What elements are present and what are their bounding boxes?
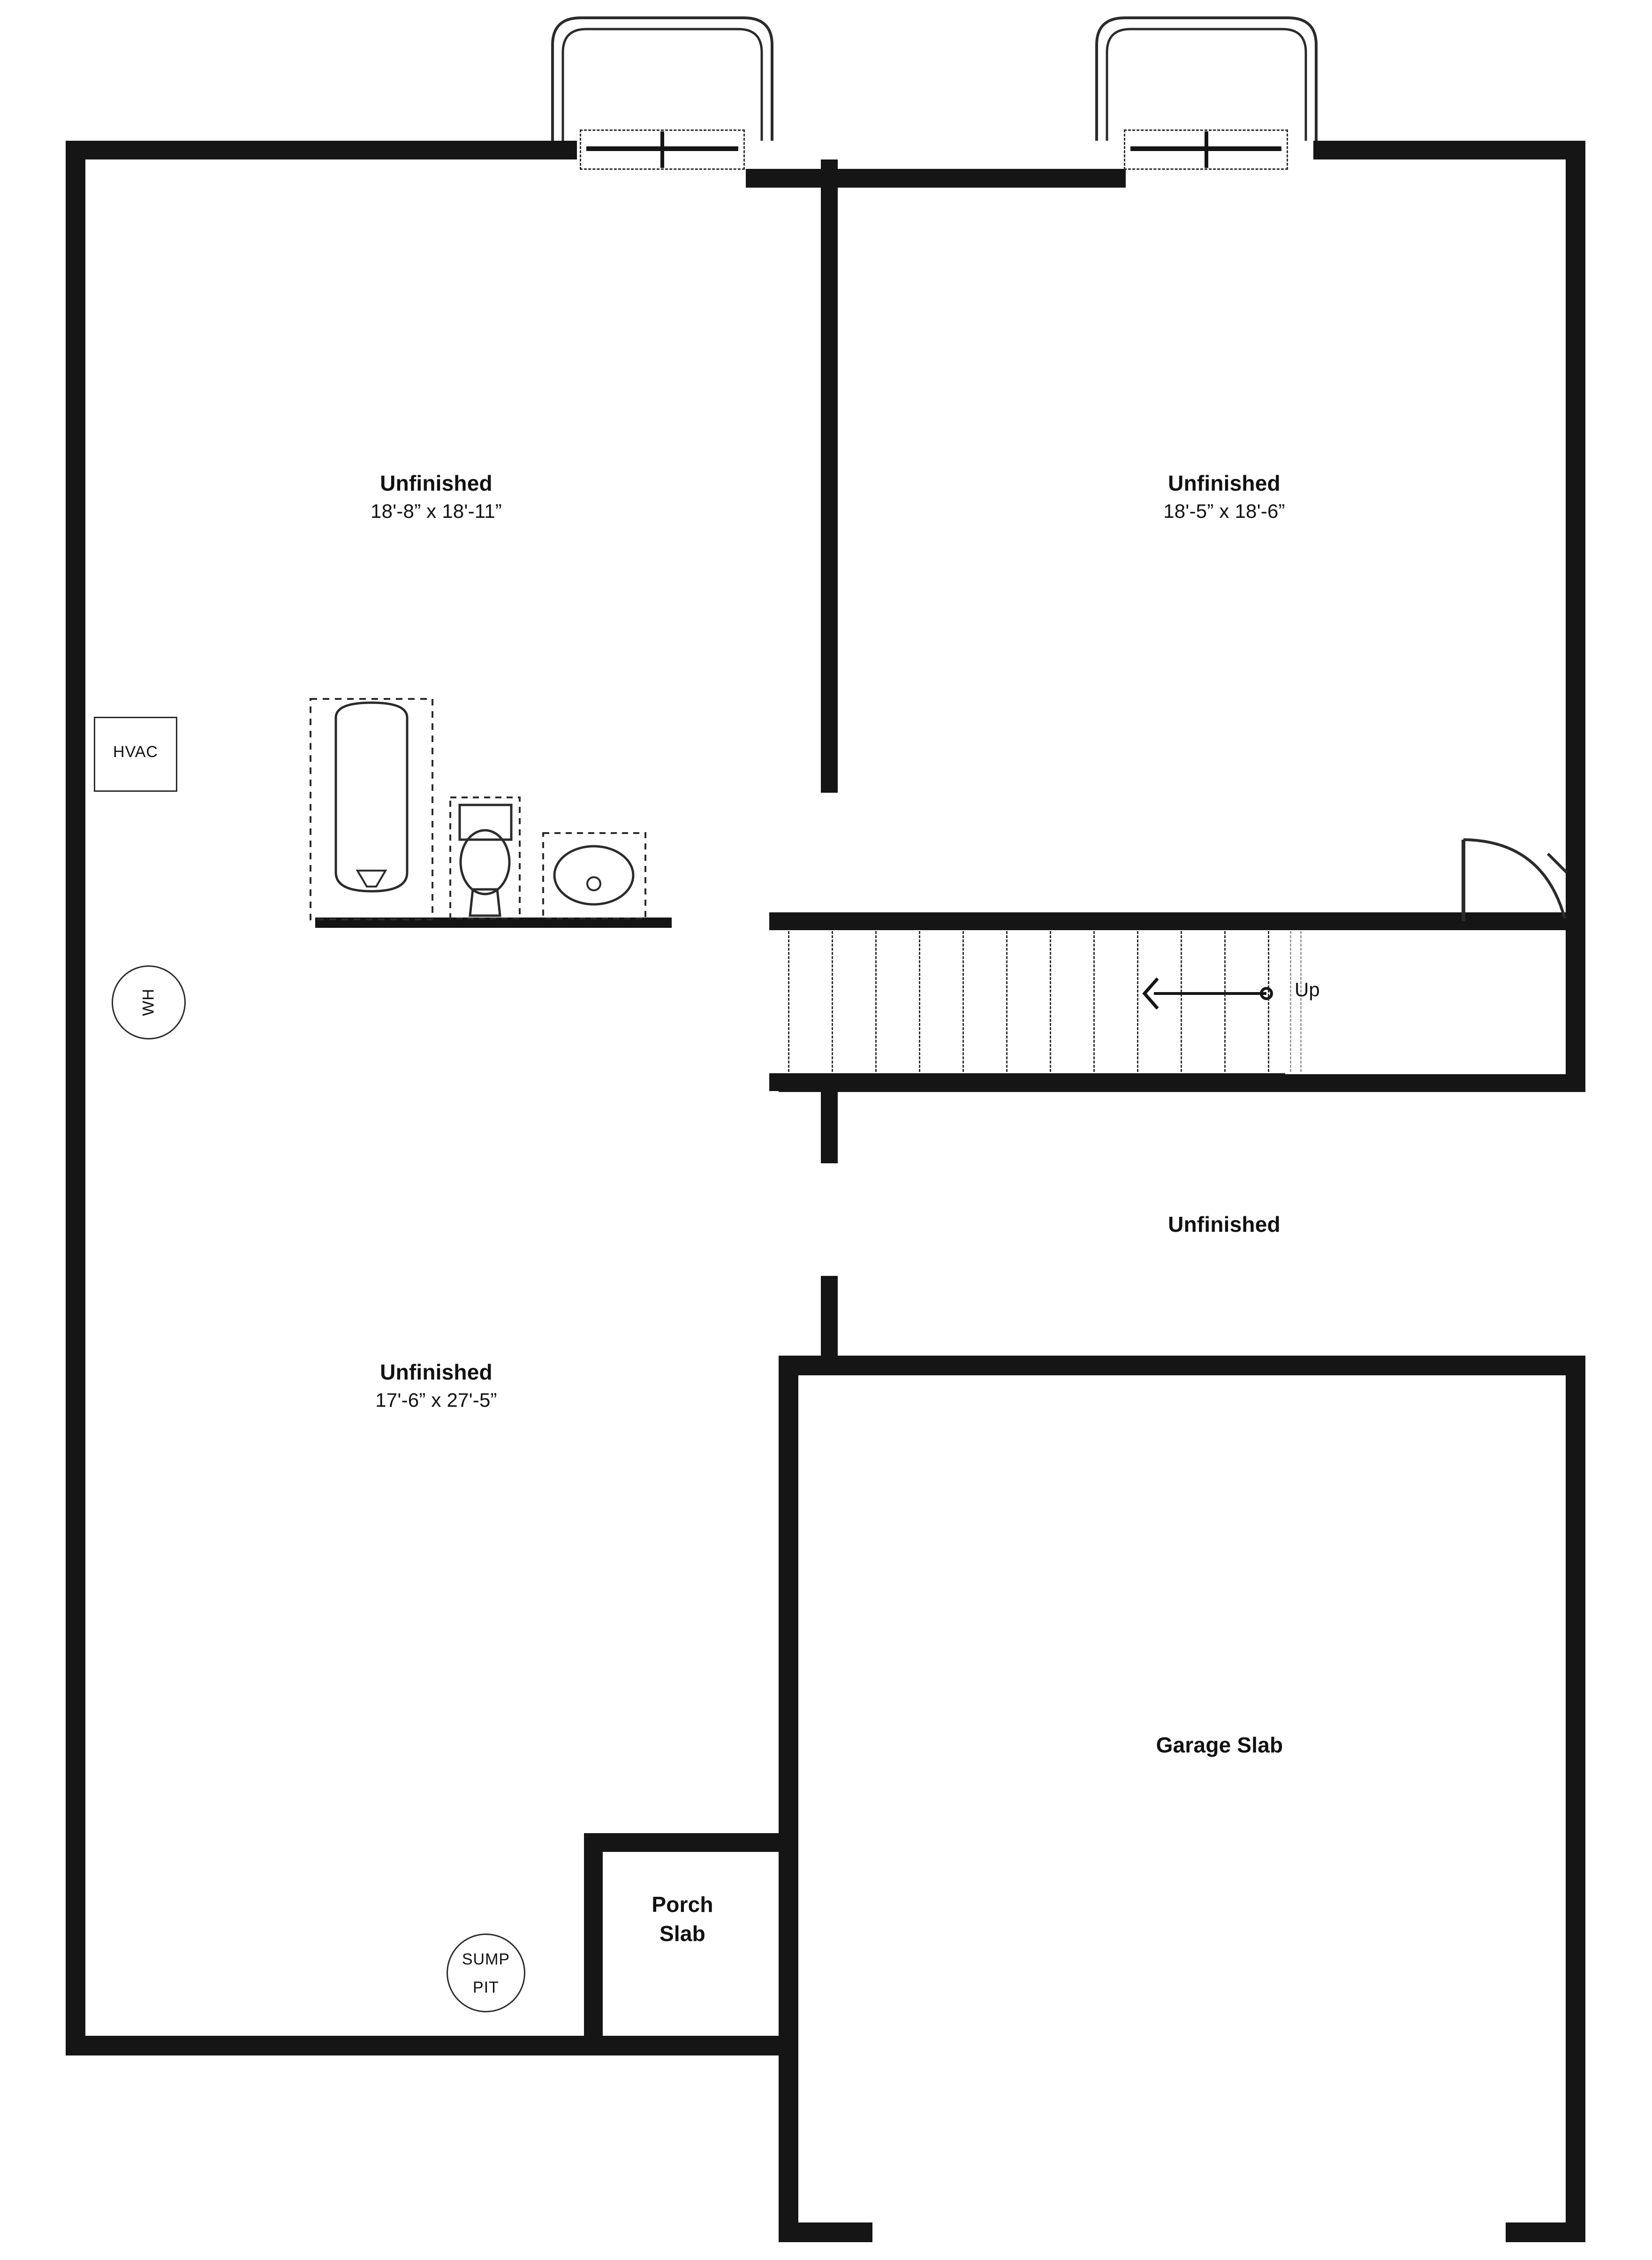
wall-stair-landing-right — [1463, 912, 1585, 930]
wall-bath-rough-in-base — [315, 918, 672, 928]
wall-garage-right — [1566, 1370, 1585, 2242]
stair-direction-label: Up — [1295, 978, 1320, 1001]
wall-interior-stair-top — [769, 912, 1473, 930]
stair-tread — [919, 931, 920, 1072]
stair-run — [788, 931, 1313, 1072]
wall-garage-bottom-left-stub — [779, 2222, 872, 2242]
room-label-name-1: Unfinished — [380, 471, 493, 495]
wall-garage-bottom-right-stub — [1506, 2222, 1585, 2242]
room-label-porch-line2: Slab — [659, 1921, 705, 1946]
window-left-mullion — [660, 131, 664, 168]
window-right-mullion — [1205, 131, 1208, 168]
stair-tread — [1137, 931, 1138, 1072]
wall-porch-left — [584, 1833, 603, 2055]
room-label-name-3: Unfinished — [1168, 1212, 1281, 1236]
room-label-dims-1: 18'-8” x 18'-11” — [371, 500, 502, 522]
wall-porch-bottom — [584, 2037, 781, 2055]
wall-porch-top — [584, 1833, 781, 1852]
wall-garage-left — [779, 1356, 798, 2242]
room-label-garage-slab: Garage Slab — [1156, 1733, 1283, 1757]
wall-interior-vertical-upper — [821, 159, 838, 793]
room-label-porch-line1: Porch — [652, 1892, 713, 1917]
stair-tread — [788, 931, 789, 1072]
hvac-label: HVAC — [113, 743, 158, 761]
wall-exterior-right-upper — [1566, 141, 1585, 1074]
stair-tread — [1224, 931, 1226, 1072]
wall-stub-above-garage — [821, 1276, 838, 1358]
stair-tread — [832, 931, 833, 1072]
wall-interior-stair-bottom — [769, 1073, 1285, 1091]
stair-tread — [1006, 931, 1008, 1072]
stair-tread — [1268, 931, 1269, 1072]
stair-handrail — [1290, 931, 1291, 1072]
sump-pit-label-line2: PIT — [473, 1979, 499, 1996]
room-label-name-2: Unfinished — [1168, 471, 1281, 495]
sump-pit-label-line1: SUMP — [462, 1950, 510, 1968]
stair-tread — [1181, 931, 1182, 1072]
room-label-dims-2: 18'-5” x 18'-6” — [1163, 500, 1285, 522]
wall-exterior-top-middle — [746, 169, 1126, 188]
stair-tread — [962, 931, 964, 1072]
wall-exterior-left — [66, 141, 85, 2055]
wall-exterior-top-left — [66, 141, 577, 159]
stair-tread — [1050, 931, 1051, 1072]
room-label-dims-4: 17'-6” x 27'-5” — [375, 1389, 497, 1411]
stair-tread — [1093, 931, 1095, 1072]
sump-pit — [447, 1934, 525, 2012]
water-heater-label: WH — [139, 988, 158, 1016]
wall-garage-top — [779, 1356, 1585, 1375]
stair-tread — [875, 931, 877, 1072]
room-label-name-4: Unfinished — [380, 1360, 493, 1384]
wall-exterior-top-right — [1313, 141, 1585, 159]
